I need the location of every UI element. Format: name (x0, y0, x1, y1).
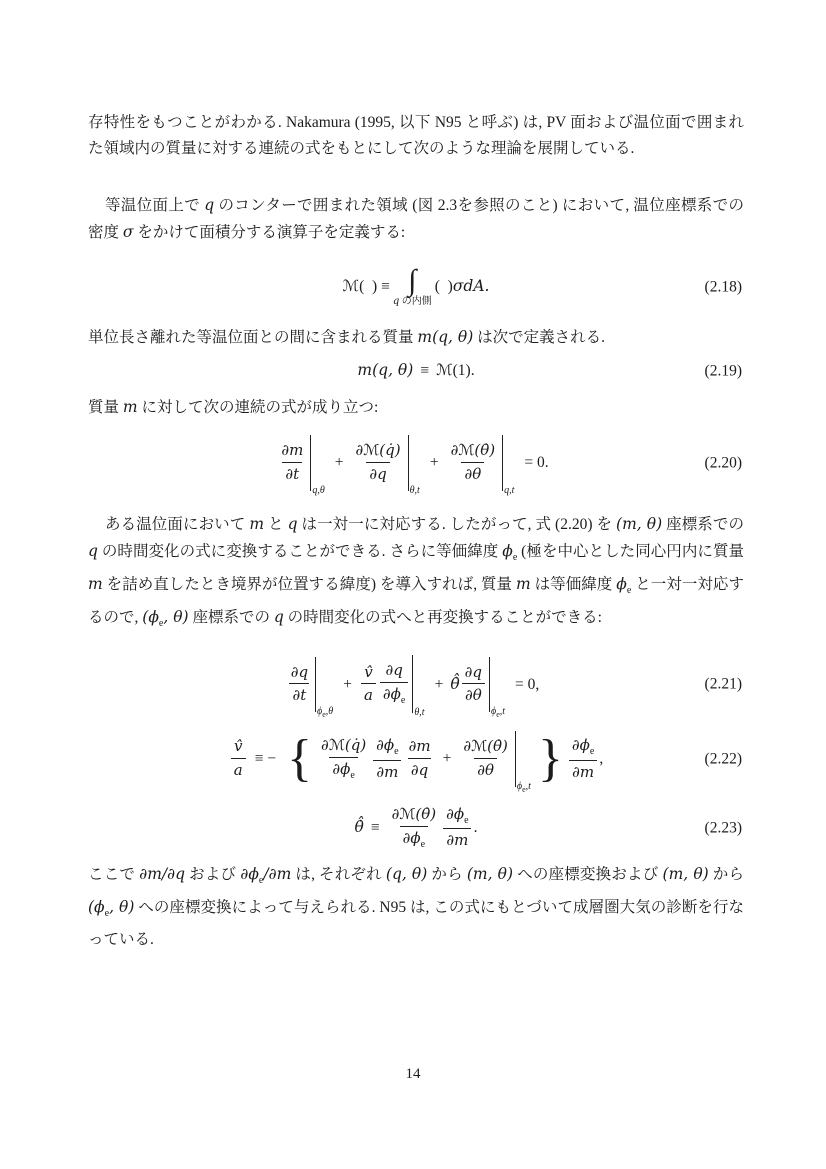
paragraph-4 (88, 394, 744, 421)
fraction: $\frac{\partial q}{\partial t}$ (290, 662, 309, 705)
fraction: $\frac{\partial m}{\partial t}$ (281, 441, 304, 484)
equation-2-21 (88, 647, 744, 721)
inline-math: σ (122, 223, 134, 241)
equivalence-minus: ≡ − (254, 750, 277, 768)
text-run: と一対一対応するので, (88, 575, 744, 627)
inline-math: , θ) (163, 608, 189, 627)
text-run: 等温位面上で (105, 197, 205, 214)
plus-operator: + (442, 750, 452, 768)
page-content (88, 110, 744, 953)
inline-math: (ϕ (142, 608, 159, 627)
text-run: は等価緯度 (530, 575, 617, 593)
plus-operator: + (429, 454, 439, 472)
fraction: $\frac{\partial m}{\partial q}$ (408, 737, 431, 780)
evaluated-term (446, 435, 518, 496)
text-run: 存特性をもつことがわかる. Nakamura (1995, 以下 N95 と呼ぶ) は, PV 面および温位面で囲まれた領域内の質量に対する連続の式をもとにして次のような理論を展開している. (88, 114, 744, 157)
inline-math: ϕ (616, 574, 627, 593)
equation-body (355, 805, 478, 851)
inline-math: m (516, 574, 531, 593)
theta-dot-hat: θ̇̂ (450, 674, 460, 693)
text-run: の時間変化の式に変換することができる. さらに等価緯度 (97, 542, 503, 560)
fraction: $\frac{\partial\phi_e}{\partial m}$ (373, 736, 401, 782)
equation-body: $\frac{v̂}{a}$ ≡ − { $\frac{\text{∂ℳ(q̇)}}{\partial\phi_e}$ $\frac{\partial\phi_e}{\partial m}$ $\frac{\partial m}{\partial q}$ + $\frac{\text{∂ℳ(θ̇)}}{\partial\theta}$ $\phi_e,t$ } $\frac{\partial\phi_e}{\partial m}$ , (229, 731, 603, 787)
fraction: $\frac{v̂}{a}$ (231, 737, 246, 781)
script-M-operator: ℳ (342, 277, 360, 296)
equation-body (286, 655, 547, 720)
equation-body (276, 435, 555, 496)
fraction: $\frac{\text{∂ℳ(θ̇)}}{\partial\phi_e}$ (391, 804, 437, 850)
evaluation-subscript: θ,t (409, 484, 420, 496)
inline-math: ∂ϕ (240, 865, 259, 884)
inline-math: /∂m (263, 865, 292, 884)
fraction: $\frac{\partial q}{\partial\theta}$ (462, 663, 485, 707)
text-run: と (264, 515, 288, 533)
inline-math: (q, θ) (385, 865, 428, 884)
inline-math: m(q, θ) (417, 328, 474, 346)
evaluation-subscript: $\phi_e,t$ (516, 780, 531, 794)
equation-number: (2.18) (704, 278, 742, 296)
equation-2-19 (88, 353, 744, 388)
inline-math: (ϕ (88, 898, 105, 917)
rhs: = 0, (515, 675, 540, 693)
lhs: m(q, θ) (357, 361, 414, 379)
evaluated-term (286, 657, 337, 720)
text-run: から (708, 866, 744, 884)
theta-dot-hat: θ̇̂ (354, 818, 364, 837)
operator-args: ( ) ≡ (359, 278, 390, 296)
text-run: を詰め直したとき境界が位置する緯度) を導入すれば, 質量 (102, 575, 516, 593)
limit-variable: q (392, 296, 400, 307)
inline-math: (m, θ) (662, 865, 709, 884)
text-run: ある温位面において (105, 515, 250, 533)
paragraph-3 (88, 324, 744, 351)
paragraph-1 (88, 110, 744, 162)
text-run: は一対一に対応する. したがって, 式 (2.20) を (297, 515, 617, 533)
text-run: ここで (88, 866, 140, 884)
inline-math: ∂m/∂q (139, 865, 186, 884)
integral-symbol: ∫ (408, 264, 417, 297)
fraction: $\frac{\partial\phi_e}{\partial m}$ (569, 736, 597, 782)
math-subscript: e (626, 585, 632, 597)
evaluated-term (460, 657, 508, 720)
equation-2-20 (88, 427, 744, 499)
inline-math: , θ) (109, 898, 135, 917)
fraction: $\frac{\text{∂ℳ(q̇)}}{\partial q}$ (355, 441, 401, 484)
inline-math: q (287, 514, 298, 533)
text-run: の時間変化の式へと再変換することができる: (283, 609, 602, 627)
paragraph-5 (88, 511, 744, 637)
plus-operator: + (434, 675, 444, 693)
equation-body (343, 266, 490, 308)
inline-math: m (249, 514, 265, 533)
equation-number: (2.23) (704, 819, 742, 837)
text-run: は, それぞれ (291, 866, 386, 884)
evaluation-subscript: q,θ (312, 484, 325, 496)
math-subscript: e (512, 551, 518, 563)
equation-number: (2.21) (704, 675, 742, 693)
fraction: $\frac{\partial q}{\partial\phi_e}$ (380, 661, 408, 707)
equation-number: (2.22) (704, 750, 742, 768)
text-run: 単位長さ離れた等温位面との間に含まれる質量 (88, 329, 418, 346)
equation-number: (2.19) (704, 362, 742, 379)
equation-body (357, 361, 474, 380)
text-run: から (427, 866, 467, 884)
rhs: = 0. (524, 454, 549, 472)
inline-math: m (88, 574, 103, 593)
paragraph-2 (88, 192, 744, 246)
plus-operator: + (334, 454, 344, 472)
text-run: をかけて面積分する演算子を定義する: (133, 224, 406, 241)
equation-2-23 (88, 797, 744, 859)
math-subscript: e (158, 618, 164, 630)
equivalence-symbol: ≡ (370, 819, 380, 837)
text-run: のコンターで囲まれた領域 (図 2.3を参照のこと) において, 温位座標系での密度 (88, 197, 744, 241)
text-run: 座標系での (188, 609, 274, 627)
evaluation-subscript: q,t (504, 484, 515, 496)
plus-operator: + (343, 675, 352, 693)
inline-math: q (273, 608, 284, 627)
page-number: 14 (405, 1066, 421, 1082)
text-run: (極を中心とした同心円内に質量 (517, 542, 744, 560)
inline-math: q (88, 541, 98, 560)
integral (393, 266, 432, 308)
integrand: σdA. (452, 277, 490, 296)
text-run: への座標変換および (513, 866, 663, 884)
fraction: $\frac{\text{∂ℳ(θ̇)}}{\partial\theta}$ (450, 441, 496, 484)
evaluation-subscript: θ,t (414, 707, 425, 719)
inline-math: (m, θ) (616, 514, 663, 533)
inline-math: ϕ (502, 541, 513, 560)
trailing-period: . (473, 819, 478, 837)
text-run: 質量 (88, 399, 123, 417)
equivalence-symbol: ≡ (420, 362, 430, 379)
rhs: (1). (452, 362, 475, 379)
trailing-comma: , (599, 750, 604, 768)
evaluated-term (458, 731, 534, 794)
paragraph-6 (88, 861, 744, 953)
evaluation-subscript: $\phi_e,t$ (491, 706, 506, 720)
text-run: への座標変換によって与えられる. N95 は, この式にもとづいて成層圏大気の診断を行なっている. (88, 899, 745, 949)
inline-math: (m, θ) (466, 865, 514, 884)
equation-2-18 (88, 258, 744, 316)
evaluated-term (378, 655, 428, 719)
evaluated-term (350, 435, 422, 496)
script-M-operator: ℳ (436, 361, 453, 379)
inline-math: q (204, 196, 215, 214)
evaluated-term (276, 435, 327, 496)
fraction: $\frac{\text{∂ℳ(θ̇)}}{\partial\theta}$ (463, 737, 508, 780)
evaluation-subscript: $\phi_e,\theta$ (317, 706, 334, 720)
text-run: および (185, 866, 241, 884)
fraction: $\frac{\partial\phi_e}{\partial m}$ (443, 805, 471, 851)
text-run: 座標系での (662, 515, 744, 533)
integral-limit (393, 296, 432, 308)
text-run: に対して次の連続の式が成り立つ: (137, 399, 379, 417)
integrand-args: ( ) (434, 278, 453, 296)
fraction: $\frac{\text{∂ℳ(q̇)}}{\partial\phi_e}$ (321, 736, 367, 781)
math-subscript: e (104, 908, 110, 920)
equation-2-22 (88, 723, 744, 795)
fraction: $\frac{v̂}{a}$ (361, 663, 376, 707)
text-run: は次で定義される. (473, 329, 606, 346)
inline-math: m (122, 398, 138, 417)
math-subscript: e (258, 875, 264, 887)
limit-text: の内側 (399, 296, 432, 307)
equation-number: (2.20) (704, 454, 742, 472)
